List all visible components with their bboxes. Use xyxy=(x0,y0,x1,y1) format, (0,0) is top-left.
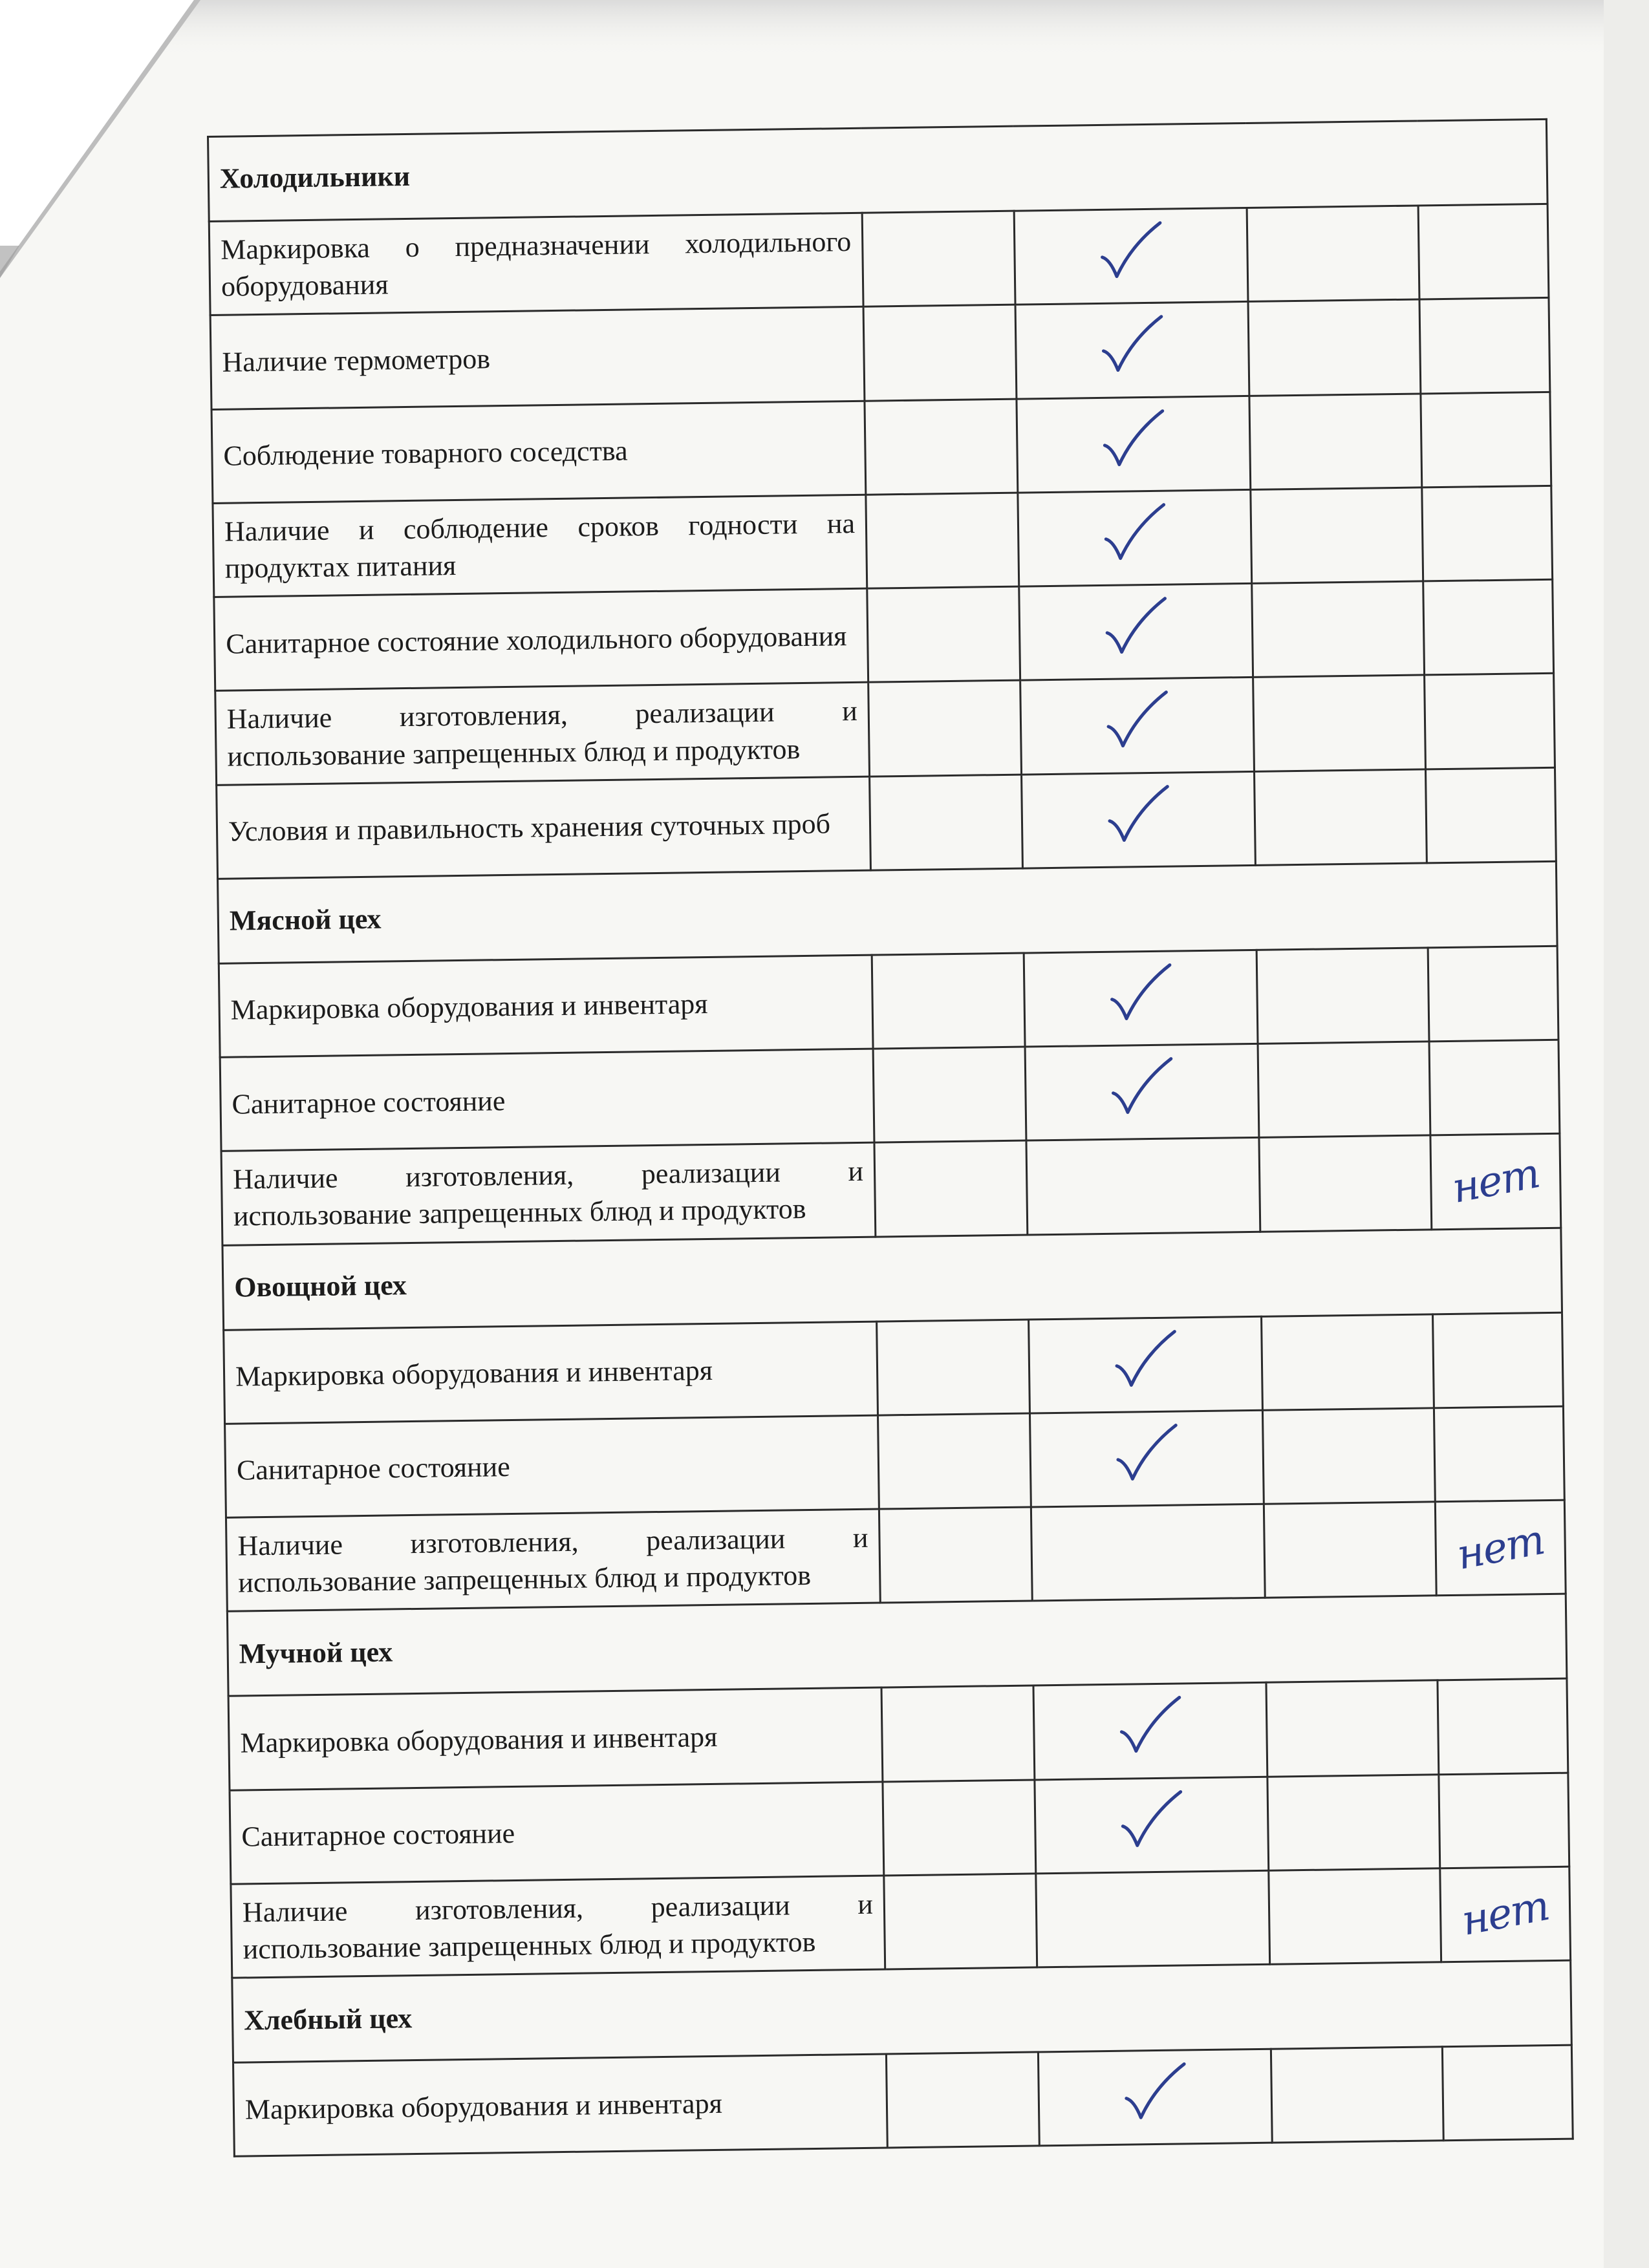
mark-cell-2 xyxy=(1036,1870,1270,1967)
row-label: Маркировка оборудования и инвентаря xyxy=(228,1687,883,1790)
mark-cell-4 xyxy=(1439,1773,1569,1868)
handwritten-no-mark: нет xyxy=(1458,1882,1553,1946)
table-row xyxy=(210,298,1550,409)
mark-cell-1 xyxy=(872,953,1025,1049)
mark-cell-3 xyxy=(1248,299,1421,396)
table-row xyxy=(219,946,1558,1057)
handwritten-checkmark-icon xyxy=(1110,1327,1181,1393)
mark-cell-1 xyxy=(866,493,1019,588)
table-row xyxy=(230,1773,1569,1884)
table-row xyxy=(221,1134,1561,1245)
section-title: Холодильники xyxy=(208,119,1548,221)
mark-cell-1 xyxy=(873,1047,1026,1142)
mark-cell-4 xyxy=(1421,392,1551,487)
row-label: Условия и правильность хранения суточных проб xyxy=(217,776,871,879)
table-row xyxy=(233,2045,1573,2156)
mark-cell-4 xyxy=(1425,674,1555,769)
mark-cell-3 xyxy=(1249,394,1422,490)
mark-cell-3 xyxy=(1271,2047,1443,2143)
mark-cell-1 xyxy=(878,1413,1031,1509)
table-row xyxy=(231,1867,1571,1978)
mark-cell-3 xyxy=(1255,769,1427,866)
mark-cell-2 xyxy=(1022,771,1256,868)
mark-cell-1 xyxy=(883,1780,1036,1876)
mark-cell-1 xyxy=(879,1507,1032,1603)
row-label: Маркировка оборудования и инвентаря xyxy=(224,1321,878,1424)
handwritten-checkmark-icon xyxy=(1111,1421,1183,1486)
mark-cell-2 xyxy=(1020,678,1255,775)
mark-cell-2 xyxy=(1031,1504,1265,1601)
row-label: Наличие и соблюдение сроков годности на продуктах питания xyxy=(213,495,867,597)
handwritten-checkmark-icon xyxy=(1116,1788,1187,1853)
table-row xyxy=(213,486,1553,597)
mark-cell-4 xyxy=(1429,1040,1560,1135)
mark-cell-4 xyxy=(1434,1406,1564,1502)
mark-cell-2 xyxy=(1026,1138,1260,1235)
mark-cell-1 xyxy=(881,1685,1035,1781)
table-row xyxy=(209,204,1549,315)
handwritten-checkmark-icon xyxy=(1101,689,1173,754)
mark-cell-1 xyxy=(874,1140,1028,1236)
mark-cell-3 xyxy=(1267,1774,1440,1870)
mark-cell-4 xyxy=(1418,204,1549,299)
checklist-sheet xyxy=(207,118,1572,2157)
mark-cell-2 xyxy=(1038,2049,1272,2146)
mark-cell-1 xyxy=(884,1874,1037,1969)
row-label: Наличие изготовления, реализации и использование запрещенных блюд и продуктов xyxy=(221,1142,876,1245)
handwritten-checkmark-icon xyxy=(1114,1694,1186,1759)
mark-cell-2 xyxy=(1014,208,1248,305)
section-title: Хлебный цех xyxy=(232,1960,1572,2062)
handwritten-checkmark-icon xyxy=(1106,1055,1178,1120)
mark-cell-2 xyxy=(1018,489,1252,586)
mark-cell-3 xyxy=(1262,1408,1435,1504)
mark-cell-2 xyxy=(1015,302,1249,399)
mark-cell-4 xyxy=(1438,1679,1568,1775)
mark-cell-4 xyxy=(1435,1500,1566,1596)
mark-cell-3 xyxy=(1251,487,1423,584)
handwritten-checkmark-icon xyxy=(1095,219,1167,284)
row-label: Маркировка оборудования и инвентаря xyxy=(219,955,873,1057)
row-label: Маркировка о предназначении холодильного оборудования xyxy=(209,213,863,316)
mark-cell-3 xyxy=(1259,1135,1432,1232)
table-row xyxy=(224,1312,1564,1424)
row-label: Маркировка оборудования и инвентаря xyxy=(233,2054,888,2156)
handwritten-checkmark-icon xyxy=(1097,407,1169,472)
checklist-table xyxy=(207,118,1574,2157)
table-row xyxy=(225,1406,1565,1517)
mark-cell-3 xyxy=(1269,1868,1441,1965)
mark-cell-1 xyxy=(868,680,1022,776)
row-label: Наличие изготовления, реализации и использование запрещенных блюд и продуктов xyxy=(231,1876,885,1978)
table-row xyxy=(226,1500,1566,1611)
row-label: Наличие изготовления, реализации и использование запрещенных блюд и продуктов xyxy=(215,682,870,785)
mark-cell-2 xyxy=(1035,1777,1269,1874)
handwritten-checkmark-icon xyxy=(1105,961,1176,1026)
mark-cell-4 xyxy=(1433,1312,1564,1408)
mark-cell-3 xyxy=(1264,1502,1436,1598)
handwritten-checkmark-icon xyxy=(1119,2060,1191,2125)
table-row xyxy=(228,1679,1568,1790)
mark-cell-4 xyxy=(1422,486,1553,581)
row-label: Санитарное состояние xyxy=(230,1782,884,1884)
mark-cell-1 xyxy=(865,399,1018,495)
row-label: Соблюдение товарного соседства xyxy=(211,401,866,503)
mark-cell-1 xyxy=(863,305,1017,401)
mark-cell-3 xyxy=(1262,1314,1434,1410)
mark-cell-2 xyxy=(1019,584,1253,681)
section-title: Мясной цех xyxy=(218,861,1558,963)
mark-cell-4 xyxy=(1440,1867,1571,1962)
mark-cell-1 xyxy=(862,211,1015,306)
table-row xyxy=(215,674,1555,785)
mark-cell-2 xyxy=(1025,1043,1259,1140)
handwritten-checkmark-icon xyxy=(1103,782,1174,848)
mark-cell-3 xyxy=(1266,1680,1439,1777)
mark-cell-3 xyxy=(1253,675,1426,771)
mark-cell-3 xyxy=(1258,1042,1430,1138)
table-row xyxy=(214,579,1554,690)
mark-cell-3 xyxy=(1247,206,1419,302)
section-title: Мучной цех xyxy=(227,1594,1567,1696)
row-label: Санитарное состояние xyxy=(220,1049,874,1151)
mark-cell-3 xyxy=(1256,948,1429,1044)
mark-cell-4 xyxy=(1425,767,1556,863)
mark-cell-2 xyxy=(1033,1683,1267,1780)
row-label: Санитарное состояние xyxy=(225,1415,879,1517)
mark-cell-2 xyxy=(1017,396,1251,493)
table-row xyxy=(220,1040,1560,1151)
handwritten-checkmark-icon xyxy=(1096,313,1168,378)
mark-cell-4 xyxy=(1428,946,1558,1042)
table-row xyxy=(217,767,1557,879)
mark-cell-4 xyxy=(1430,1134,1561,1230)
mark-cell-1 xyxy=(877,1320,1030,1415)
mark-cell-4 xyxy=(1423,579,1554,675)
section-title: Овощной цех xyxy=(222,1228,1562,1330)
mark-cell-1 xyxy=(867,586,1020,682)
handwritten-no-mark: нет xyxy=(1448,1149,1543,1213)
mark-cell-1 xyxy=(886,2052,1039,2148)
mark-cell-3 xyxy=(1252,581,1425,678)
mark-cell-4 xyxy=(1419,298,1550,394)
mark-cell-4 xyxy=(1442,2045,1573,2141)
mark-cell-2 xyxy=(1029,1410,1264,1507)
table-row xyxy=(211,392,1551,503)
row-label: Санитарное состояние холодильного оборудования xyxy=(214,588,868,690)
handwritten-checkmark-icon xyxy=(1100,595,1172,660)
row-label: Наличие термометров xyxy=(210,307,865,409)
mark-cell-1 xyxy=(870,775,1023,870)
row-label: Наличие изготовления, реализации и использование запрещенных блюд и продуктов xyxy=(226,1509,880,1612)
handwritten-no-mark: нет xyxy=(1453,1515,1548,1579)
mark-cell-2 xyxy=(1029,1316,1263,1413)
handwritten-checkmark-icon xyxy=(1099,500,1170,566)
folded-corner xyxy=(0,0,220,362)
mark-cell-2 xyxy=(1024,950,1258,1047)
